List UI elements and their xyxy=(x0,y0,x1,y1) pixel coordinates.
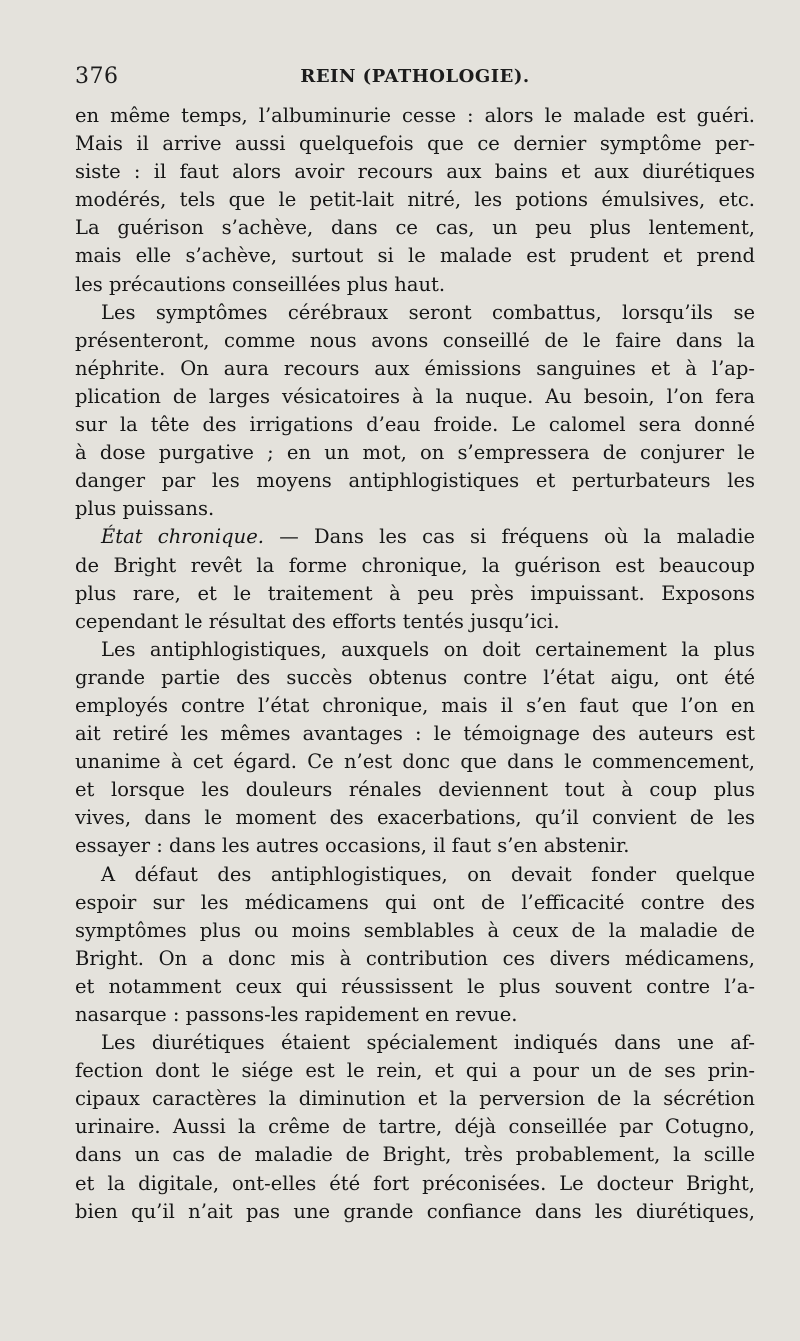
text-line: néphrite. On aura recours aux émissions sanguines et à l’ap- xyxy=(75,356,755,380)
page-number: 376 xyxy=(75,64,119,89)
paragraph-chronic-state xyxy=(75,523,755,635)
text-line: Mais il arrive aussi quelquefois que ce dernier symptôme per- xyxy=(75,132,755,156)
text-line: de Bright revêt la forme chronique, la guérison est beaucoup xyxy=(75,553,755,577)
text-line: grande partie des succès obtenus contre l’état aigu, ont été xyxy=(75,665,755,689)
text-line: présenteront, comme nous avons conseillé de le faire dans la xyxy=(75,328,755,352)
text-line xyxy=(75,523,755,551)
text-line: essayer : dans les autres occasions, il faut s’en abstenir. xyxy=(75,834,630,858)
text-line: espoir sur les médicamens qui ont de l’efficacité contre des xyxy=(75,890,755,914)
text-line: modérés, tels que le petit-lait nitré, les potions émulsives, etc. xyxy=(75,188,755,212)
text-line: et la digitale, ont-elles été fort préconisées. Le docteur Bright, xyxy=(75,1171,755,1195)
text-line: danger par les moyens antiphlogistiques et perturbateurs les xyxy=(75,469,755,493)
text-line: cipaux caractères la diminution et la perversion de la sécrétion xyxy=(75,1087,755,1111)
text-line: bien qu’il n’ait pas une grande confiance dans les diurétiques, xyxy=(75,1199,755,1223)
text-line: mais elle s’achève, surtout si le malade est prudent et prend xyxy=(75,244,755,268)
text-line: employés contre l’état chronique, mais il s’en faut que l’on en xyxy=(75,693,755,717)
text-line: La guérison s’achève, dans ce cas, un peu plus lentement, xyxy=(75,216,755,240)
text-line: urinaire. Aussi la crême de tartre, déjà conseillée par Cotugno, xyxy=(75,1115,755,1139)
text-line: vives, dans le moment des exacerbations, qu’il convient de les xyxy=(75,806,755,830)
text-line: dans un cas de maladie de Bright, très probablement, la scille xyxy=(75,1143,755,1167)
text-line: et lorsque les douleurs rénales deviennent tout à coup plus xyxy=(75,778,755,802)
text-line: à dose purgative ; en un mot, on s’empressera de conjurer le xyxy=(75,441,755,465)
text-line: unanime à cet égard. Ce n’est donc que dans le commencement, xyxy=(75,750,755,774)
text-line: plus rare, et le traitement à peu près impuissant. Exposons xyxy=(75,581,755,605)
paragraph-diuretics xyxy=(75,1029,755,1226)
text-line: siste : il faut alors avoir recours aux bains et aux diurétiques xyxy=(75,160,755,184)
text-line: nasarque : passons-les rapidement en revue. xyxy=(75,1003,518,1026)
text-line: cependant le résultat des efforts tentés jusqu’ici. xyxy=(75,609,560,633)
paragraph-medications xyxy=(75,861,755,1030)
text-line: plus puissans. xyxy=(75,497,215,521)
text-fragment: — Dans les cas si fréquens où la maladie xyxy=(263,525,755,549)
text-line: fection dont le siége est le rein, et qui a pour un de ses prin- xyxy=(75,1059,755,1083)
text-line: plication de larges vésicatoires à la nuque. Au besoin, l’on fera xyxy=(75,384,755,408)
text-line: Les diurétiques étaient spécialement indiqués dans une af- xyxy=(101,1031,755,1055)
text-line: ait retiré les mêmes avantages : le témoignage des auteurs est xyxy=(75,722,755,746)
text-line: Les symptômes cérébraux seront combattus, lorsqu’ils se xyxy=(101,300,755,324)
text-line: et notamment ceux qui réussissent le plus souvent contre l’a- xyxy=(75,974,755,998)
text-line: les précautions conseillées plus haut. xyxy=(75,272,446,296)
text-line: Les antiphlogistiques, auxquels on doit certainement la plus xyxy=(101,637,755,661)
paragraph-continuation xyxy=(75,102,755,299)
paragraph-antiphlogistics xyxy=(75,636,755,861)
body-text xyxy=(75,102,755,1226)
text-line: A défaut des antiphlogistiques, on devait fonder quelque xyxy=(101,862,755,886)
text-line: symptômes plus ou moins semblables à ceux de la maladie de xyxy=(75,918,755,942)
paragraph-cerebral-symptoms xyxy=(75,299,755,524)
running-head xyxy=(75,62,755,96)
text-line: en même temps, l’albuminurie cesse : alors le malade est guéri. xyxy=(75,104,755,127)
section-lead: État chronique. xyxy=(101,525,264,549)
running-title: REIN (PATHOLOGIE). xyxy=(300,66,530,87)
text-line: sur la tête des irrigations d’eau froide. Le calomel sera donné xyxy=(75,413,755,437)
text-line: Bright. On a donc mis à contribution ces divers médicamens, xyxy=(75,946,755,970)
